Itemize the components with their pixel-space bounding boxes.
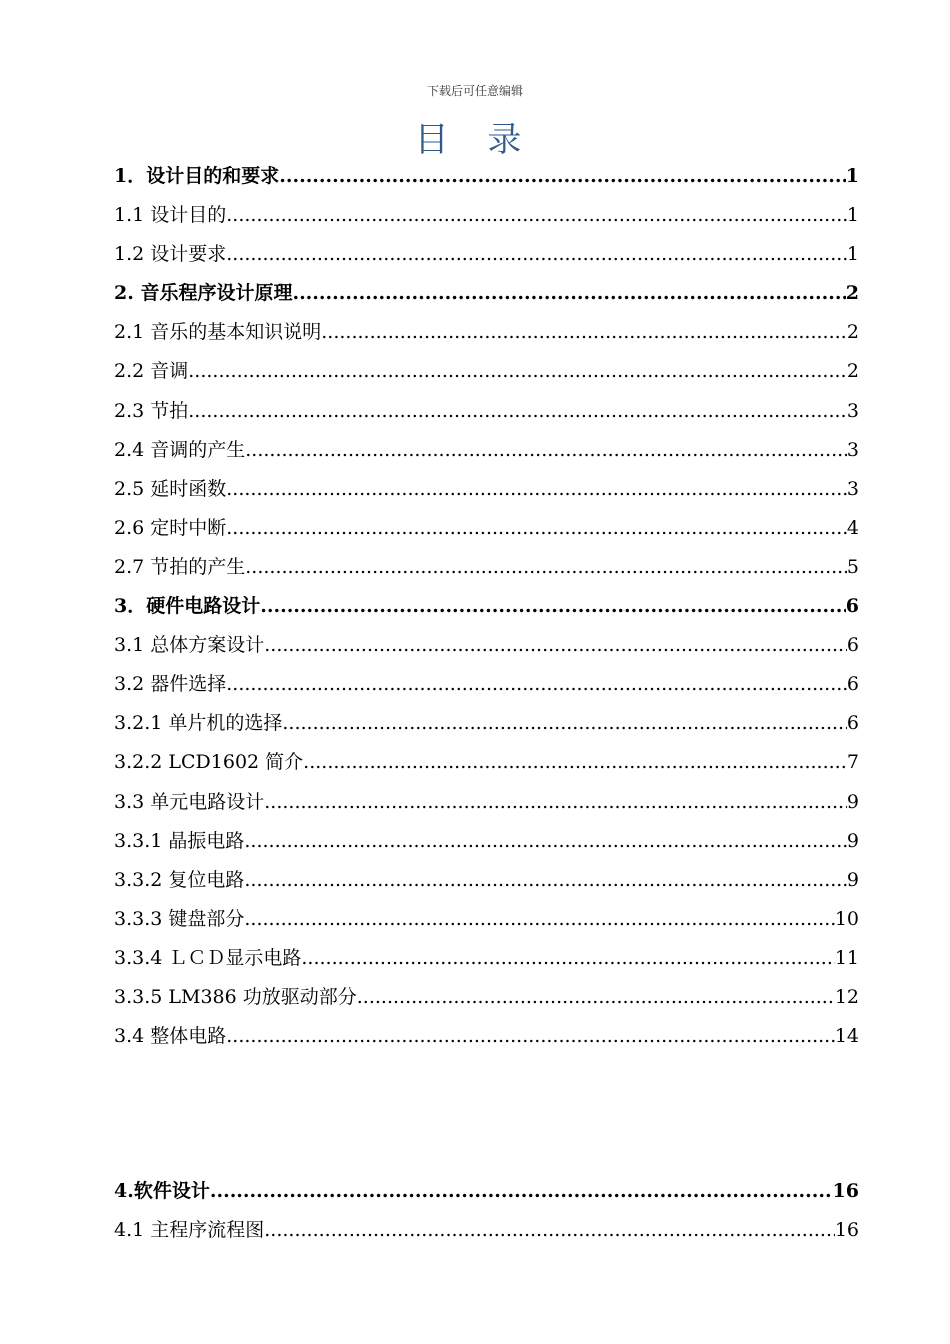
toc-entry-label: 3.3 单元电路设计 [114, 790, 265, 813]
toc-entry-label: 3.2.2 LCD1602 简介 [114, 751, 304, 774]
toc-entry[interactable] [114, 196, 859, 235]
toc-entry[interactable] [114, 470, 859, 509]
toc-entry-label: 2.1 音乐的基本知识说明 [114, 321, 322, 344]
toc-dot-leader [210, 1172, 833, 1211]
toc-entry-page: 6 [846, 712, 859, 735]
toc-entry-label: 1.1 设计目的 [114, 204, 227, 227]
toc-entry-label: 3.3.4 ＬＣＤ显示电路 [114, 946, 302, 969]
toc-entry[interactable] [114, 743, 859, 782]
toc-entry-label: 3.4 整体电路 [114, 1025, 227, 1048]
toc-dot-leader [301, 939, 834, 978]
toc-entry-page: 2 [846, 360, 859, 383]
toc-dot-leader [226, 665, 847, 704]
toc-entry[interactable] [114, 274, 859, 313]
toc-dot-leader [226, 196, 847, 235]
toc-entry[interactable] [114, 1172, 859, 1211]
toc-entry[interactable] [114, 235, 859, 274]
page-header-note: 下载后可任意编辑 [426, 84, 523, 98]
toc-entry[interactable] [114, 900, 859, 939]
toc-entry[interactable] [114, 978, 859, 1017]
toc-dot-leader [264, 626, 847, 665]
toc-entry-label: 3.3.2 复位电路 [114, 868, 245, 891]
toc-entry-label: 3.3.5 LM386 功放驱动部分 [114, 985, 357, 1008]
toc-entry[interactable] [114, 822, 859, 861]
toc-dot-leader [244, 900, 834, 939]
toc-entry-page: 6 [846, 673, 859, 696]
toc-entry[interactable] [114, 626, 859, 665]
toc-entry-page: 6 [845, 595, 859, 618]
toc-entry[interactable] [114, 392, 859, 431]
toc-dot-leader [226, 509, 847, 548]
toc-entry-page: 2 [845, 282, 859, 305]
toc-entry-page: 1 [846, 243, 859, 266]
toc-entry-page: 3 [846, 438, 859, 461]
toc-entry-label: 2.2 音调 [114, 360, 189, 383]
toc-entry[interactable] [114, 431, 859, 470]
toc-entry-page: 2 [846, 321, 859, 344]
toc-entry-page: 9 [846, 868, 859, 891]
toc-dot-leader [279, 157, 846, 196]
toc-entry-label: 4.软件设计 [114, 1180, 210, 1202]
toc-entry-page: 16 [834, 1219, 859, 1242]
toc-entry-label: 3．硬件电路设计 [114, 595, 261, 618]
toc-entry-label: 2. 音乐程序设计原理 [114, 282, 293, 305]
toc-dot-leader [321, 313, 847, 352]
toc-entry-page: 3 [846, 399, 859, 422]
toc-entry-page: 10 [834, 907, 859, 930]
toc-dot-leader [188, 392, 847, 431]
toc-entry[interactable] [114, 783, 859, 822]
toc-entry[interactable] [114, 157, 859, 196]
toc-entry[interactable] [114, 313, 859, 352]
toc-entry-label: 3.2 器件选择 [114, 673, 227, 696]
toc-entry-page: 9 [846, 829, 859, 852]
toc-entry[interactable] [114, 704, 859, 743]
toc-dot-leader [245, 431, 847, 470]
toc-entry-page: 3 [846, 477, 859, 500]
toc-entry-label: 2.3 节拍 [114, 399, 189, 422]
toc-dot-leader [282, 704, 847, 743]
toc-entry-page: 9 [846, 790, 859, 813]
toc-entry-label: 2.5 延时函数 [114, 477, 227, 500]
toc-dot-leader [303, 743, 847, 782]
toc-entry[interactable] [114, 665, 859, 704]
toc-entry[interactable] [114, 1017, 859, 1056]
toc-dot-leader [292, 274, 845, 313]
toc-entry[interactable] [114, 939, 859, 978]
toc-dot-leader [264, 783, 847, 822]
toc-entry[interactable] [114, 548, 859, 587]
toc-dot-leader [244, 861, 847, 900]
table-of-contents-continued [114, 1172, 859, 1250]
table-of-contents [114, 157, 859, 1056]
toc-entry[interactable] [114, 1211, 859, 1250]
toc-entry-label: 2.6 定时中断 [114, 516, 227, 539]
toc-entry-label: 4.1 主程序流程图 [114, 1219, 265, 1242]
toc-entry-label: 3.3.1 晶振电路 [114, 829, 245, 852]
toc-entry-page: 12 [834, 985, 859, 1008]
toc-entry[interactable] [114, 352, 859, 391]
toc-dot-leader [264, 1211, 835, 1250]
toc-entry[interactable] [114, 861, 859, 900]
toc-dot-leader [226, 470, 847, 509]
toc-entry-page: 1 [846, 204, 859, 227]
toc-entry-page: 1 [845, 165, 859, 187]
toc-dot-leader [244, 822, 847, 861]
toc-entry-label: 3.3.3 键盘部分 [114, 907, 245, 930]
toc-entry-page: 7 [846, 751, 859, 774]
toc-entry-page: 11 [834, 946, 859, 969]
toc-entry-page: 5 [846, 555, 859, 578]
toc-entry-label: 3.1 总体方案设计 [114, 634, 265, 657]
toc-dot-leader [260, 587, 846, 626]
toc-dot-leader [245, 548, 847, 587]
toc-dot-leader [226, 235, 847, 274]
toc-entry-page: 14 [834, 1025, 859, 1048]
toc-dot-leader [226, 1017, 835, 1056]
toc-entry-label: 1．设计目的和要求 [114, 165, 280, 187]
toc-entry-page: 4 [846, 516, 859, 539]
toc-entry[interactable] [114, 587, 859, 626]
toc-entry-label: 1.2 设计要求 [114, 243, 227, 266]
toc-dot-leader [357, 978, 835, 1017]
toc-entry-label: 3.2.1 单片机的选择 [114, 712, 283, 735]
toc-entry-label: 2.7 节拍的产生 [114, 555, 246, 578]
toc-entry-page: 16 [832, 1180, 859, 1202]
toc-entry-page: 6 [846, 634, 859, 657]
toc-entry-label: 2.4 音调的产生 [114, 438, 246, 461]
toc-dot-leader [188, 352, 847, 391]
toc-entry[interactable] [114, 509, 859, 548]
toc-title: 目 录 [414, 120, 536, 160]
